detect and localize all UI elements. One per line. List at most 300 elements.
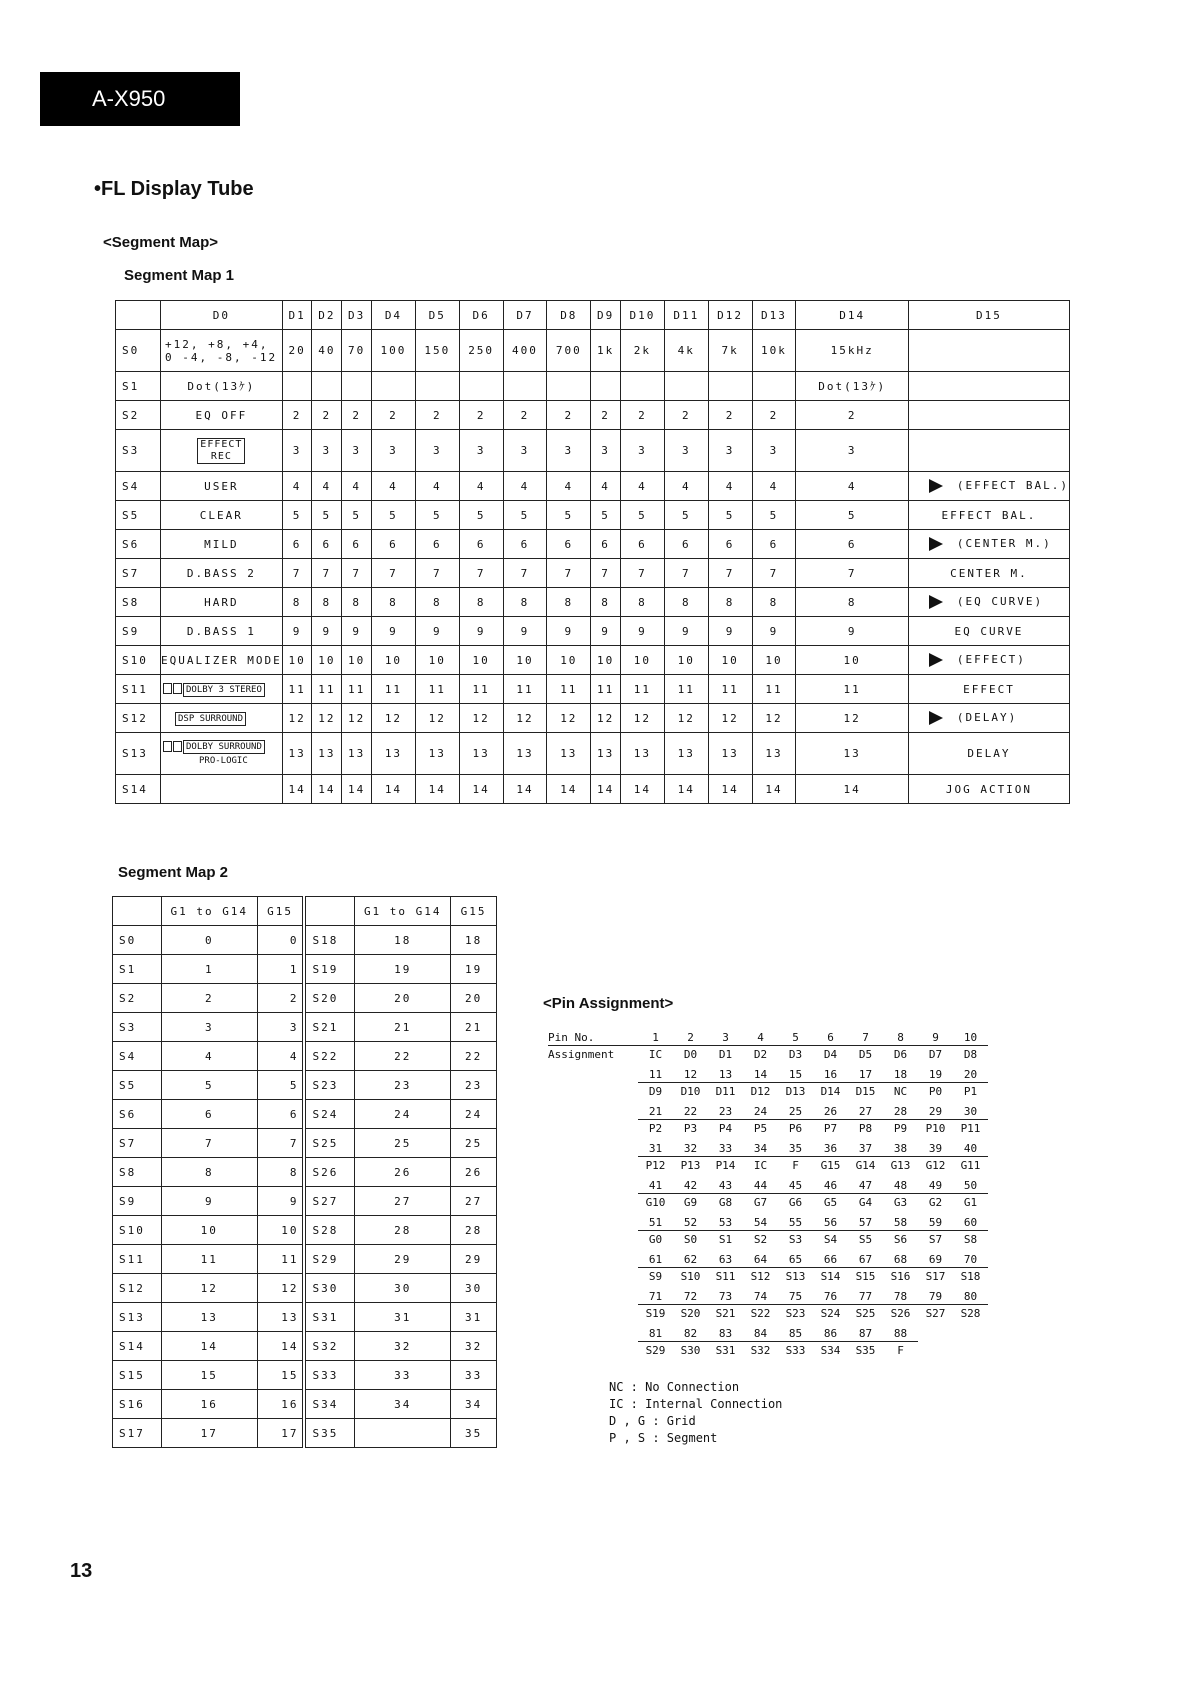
table-cell: 34 xyxy=(355,1390,451,1419)
table-row: S4 USER 4 4 4 4 4 4 4 4 4 4 4 4 4 4 (EFFECT BAL.) xyxy=(116,472,1070,501)
pin-assignment: D14 xyxy=(820,1084,841,1098)
cell: 10k xyxy=(752,330,796,372)
pin-assignment: S28 xyxy=(960,1306,981,1320)
pin-number: 66 xyxy=(813,1251,848,1268)
pin-assignment: D11 xyxy=(715,1084,736,1098)
table-cell: S19 xyxy=(304,955,354,984)
table-cell: S5 xyxy=(113,1071,162,1100)
table-cell: 16 xyxy=(161,1390,257,1419)
segment-map2-title: Segment Map 2 xyxy=(118,864,229,881)
cell: 150 xyxy=(415,330,459,372)
triangle-icon xyxy=(929,595,943,609)
header-cell: D13 xyxy=(752,301,796,330)
header-cell: D7 xyxy=(503,301,547,330)
cell: EQUALIZER MODE xyxy=(161,646,283,675)
pin-number: 47 xyxy=(848,1177,883,1194)
table-cell: S8 xyxy=(113,1158,162,1187)
pin-number: 72 xyxy=(673,1288,708,1305)
table-cell: 23 xyxy=(451,1071,497,1100)
table-cell: 11 xyxy=(161,1245,257,1274)
pin-assignment: D4 xyxy=(823,1047,838,1061)
pin-number: 25 xyxy=(778,1103,813,1120)
pin-assignment: G13 xyxy=(890,1158,911,1172)
pin-assignment: IC xyxy=(753,1158,768,1172)
table-cell: 31 xyxy=(355,1303,451,1332)
table-cell: S15 xyxy=(113,1361,162,1390)
pin-assignment: P13 xyxy=(680,1158,701,1172)
pin-assignment: G10 xyxy=(645,1195,666,1209)
pin-assignment: D9 xyxy=(648,1084,663,1098)
table-row: S10 EQUALIZER MODE 10 10 10 10 10 10 10 10 10 10 10 10 10 10 (EFFECT) xyxy=(116,646,1070,675)
row-label: S4 xyxy=(116,472,161,501)
table-cell: 14 xyxy=(161,1332,257,1361)
table-row xyxy=(113,1100,497,1129)
pin-number: 63 xyxy=(708,1251,743,1268)
pin-assignment: S7 xyxy=(928,1232,943,1246)
pin-assignment: D15 xyxy=(855,1084,876,1098)
pin-assignment: G3 xyxy=(893,1195,908,1209)
table-cell: 0 xyxy=(161,926,257,955)
pin-assignment: D5 xyxy=(858,1047,873,1061)
table-cell: 10 xyxy=(257,1216,304,1245)
table-cell: S18 xyxy=(304,926,354,955)
legend-item: P , S : Segment xyxy=(609,1431,718,1445)
pin-number: 43 xyxy=(708,1177,743,1194)
pin-assignment: G0 xyxy=(648,1232,663,1246)
table-cell: 26 xyxy=(451,1158,497,1187)
table-row xyxy=(113,1303,497,1332)
pin-assignment: S29 xyxy=(645,1343,666,1357)
table-cell: S11 xyxy=(113,1245,162,1274)
row-label: S3 xyxy=(116,430,161,472)
table-cell: 18 xyxy=(451,926,497,955)
table-cell: S31 xyxy=(304,1303,354,1332)
table-cell: 15 xyxy=(257,1361,304,1390)
pin-assignment: P9 xyxy=(893,1121,908,1135)
pin-number: 20 xyxy=(953,1066,988,1083)
pin-assignment: S3 xyxy=(788,1232,803,1246)
pin-number: 27 xyxy=(848,1103,883,1120)
header-row xyxy=(116,301,1070,330)
pin-assignment: S20 xyxy=(680,1306,701,1320)
pin-assignment: S16 xyxy=(890,1269,911,1283)
table-cell: 34 xyxy=(451,1390,497,1419)
row-label: S13 xyxy=(116,733,161,775)
pin-assignment: S8 xyxy=(963,1232,978,1246)
table-cell: 28 xyxy=(355,1216,451,1245)
pin-assignment: P2 xyxy=(648,1121,663,1135)
header-cell xyxy=(116,301,161,330)
pin-assignment: D6 xyxy=(893,1047,908,1061)
row-label: S8 xyxy=(116,588,161,617)
pin-assignment: D1 xyxy=(718,1047,733,1061)
table-cell: 31 xyxy=(451,1303,497,1332)
pin-assignment: G6 xyxy=(788,1195,803,1209)
table-cell: S0 xyxy=(113,926,162,955)
table-cell: S29 xyxy=(304,1245,354,1274)
table-row: S9 D.BASS 1 9 9 9 9 9 9 9 9 9 9 9 9 9 9 EQ CURVE xyxy=(116,617,1070,646)
table-cell: 33 xyxy=(451,1361,497,1390)
pin-assignment: G12 xyxy=(925,1158,946,1172)
pin-assignment: D0 xyxy=(683,1047,698,1061)
table-cell: 32 xyxy=(451,1332,497,1361)
segment-map1-table xyxy=(115,300,1070,804)
pin-number: 15 xyxy=(778,1066,813,1083)
table-row xyxy=(113,1042,497,1071)
pin-assignment: P10 xyxy=(925,1121,946,1135)
table-cell: S20 xyxy=(304,984,354,1013)
pin-assignment: S25 xyxy=(855,1306,876,1320)
table-cell: 22 xyxy=(355,1042,451,1071)
cell: 2k xyxy=(621,330,665,372)
pin-assignment: P6 xyxy=(788,1121,803,1135)
pin-number: 7 xyxy=(848,1029,883,1046)
pin-number: 69 xyxy=(918,1251,953,1268)
table-cell: 1 xyxy=(161,955,257,984)
row-label: S1 xyxy=(116,372,161,401)
header-cell: G15 xyxy=(257,897,304,926)
pin-assignment: F xyxy=(792,1158,799,1172)
table-cell: 13 xyxy=(257,1303,304,1332)
pin-number: 12 xyxy=(673,1066,708,1083)
pin-assignment: S30 xyxy=(680,1343,701,1357)
table-cell: 15 xyxy=(161,1361,257,1390)
table-row xyxy=(113,1158,497,1187)
table-cell: 9 xyxy=(161,1187,257,1216)
table-row xyxy=(113,1419,497,1448)
pin-number: 79 xyxy=(918,1288,953,1305)
pin-assignment: S14 xyxy=(820,1269,841,1283)
cell: USER xyxy=(161,472,283,501)
dsp-surround-label: DSP SURROUND xyxy=(175,712,246,726)
table-cell: 6 xyxy=(161,1100,257,1129)
table-row xyxy=(113,1274,497,1303)
table-row: S14 14 14 14 14 14 14 14 14 14 14 14 14 14 14 JOG ACTION xyxy=(116,775,1070,804)
table-cell: 32 xyxy=(355,1332,451,1361)
table-cell: S27 xyxy=(304,1187,354,1216)
table-row xyxy=(113,984,497,1013)
pin-assignment: S22 xyxy=(750,1306,771,1320)
pin-number: 68 xyxy=(883,1251,918,1268)
cell: 20 xyxy=(282,330,312,372)
table-cell: 8 xyxy=(257,1158,304,1187)
legend-item: IC : Internal Connection xyxy=(609,1397,783,1411)
table-cell: S23 xyxy=(304,1071,354,1100)
table-cell: 13 xyxy=(161,1303,257,1332)
table-cell: 35 xyxy=(451,1419,497,1448)
table-row xyxy=(113,1013,497,1042)
pin-assignment: D12 xyxy=(750,1084,771,1098)
table-cell: 29 xyxy=(355,1245,451,1274)
pin-number: 81 xyxy=(638,1325,673,1342)
pin-number: 34 xyxy=(743,1140,778,1157)
pin-assignment: G7 xyxy=(753,1195,768,1209)
cell: MILD xyxy=(161,530,283,559)
effect-rec-label: EFFECT REC xyxy=(161,430,283,472)
pin-number: 3 xyxy=(708,1029,743,1046)
pin-number: 6 xyxy=(813,1029,848,1046)
pin-assignment: P3 xyxy=(683,1121,698,1135)
table-row xyxy=(113,1129,497,1158)
cell: 700 xyxy=(547,330,591,372)
cell: 400 xyxy=(503,330,547,372)
pin-number: 10 xyxy=(953,1029,988,1046)
pin-assignment: P5 xyxy=(753,1121,768,1135)
pin-assignment: S27 xyxy=(925,1306,946,1320)
table-cell: 10 xyxy=(161,1216,257,1245)
row-label: S7 xyxy=(116,559,161,588)
table-cell: S25 xyxy=(304,1129,354,1158)
table-cell: 19 xyxy=(355,955,451,984)
pin-number: 78 xyxy=(883,1288,918,1305)
pin-number: 82 xyxy=(673,1325,708,1342)
pin-assignment: S0 xyxy=(683,1232,698,1246)
pin-assignment: S23 xyxy=(785,1306,806,1320)
triangle-icon xyxy=(929,537,943,551)
header-cell: D11 xyxy=(664,301,708,330)
header-cell: D10 xyxy=(621,301,665,330)
row-label: S11 xyxy=(116,675,161,704)
pin-number: 13 xyxy=(708,1066,743,1083)
pin-assignment: P1 xyxy=(963,1084,978,1098)
table-cell: S17 xyxy=(113,1419,162,1448)
pin-number: 77 xyxy=(848,1288,883,1305)
table-row xyxy=(113,955,497,984)
table-cell: S6 xyxy=(113,1100,162,1129)
pin-number: 28 xyxy=(883,1103,918,1120)
pin-assignment: G11 xyxy=(960,1158,981,1172)
table-cell: 28 xyxy=(451,1216,497,1245)
pin-assignment: S17 xyxy=(925,1269,946,1283)
pin-number: 54 xyxy=(743,1214,778,1231)
pin-assignment: G2 xyxy=(928,1195,943,1209)
table-cell: 17 xyxy=(257,1419,304,1448)
table-row: S8 HARD 8 8 8 8 8 8 8 8 8 8 8 8 8 8 (EQ CURVE) xyxy=(116,588,1070,617)
table-cell: 25 xyxy=(451,1129,497,1158)
pin-number: 46 xyxy=(813,1177,848,1194)
pin-number: 85 xyxy=(778,1325,813,1342)
pin-assignment: D2 xyxy=(753,1047,768,1061)
table-cell: 1 xyxy=(257,955,304,984)
pin-assignment: S24 xyxy=(820,1306,841,1320)
segment-map2-table xyxy=(112,896,497,1448)
table-cell: S9 xyxy=(113,1187,162,1216)
pin-number: 21 xyxy=(638,1103,673,1120)
pin-number: 58 xyxy=(883,1214,918,1231)
header-cell: D9 xyxy=(591,301,621,330)
table-cell: 6 xyxy=(257,1100,304,1129)
table-cell: S24 xyxy=(304,1100,354,1129)
pin-assignment: S9 xyxy=(648,1269,663,1283)
triangle-icon xyxy=(929,653,943,667)
pin-number: 37 xyxy=(848,1140,883,1157)
legend-item: NC : No Connection xyxy=(609,1380,740,1394)
row-label: S9 xyxy=(116,617,161,646)
pin-number: 23 xyxy=(708,1103,743,1120)
pin-assignment: IC xyxy=(648,1047,663,1061)
pin-number: 24 xyxy=(743,1103,778,1120)
pin-number: 1 xyxy=(638,1029,673,1046)
table-cell: 22 xyxy=(451,1042,497,1071)
pin-number: 59 xyxy=(918,1214,953,1231)
pin-assignment: G9 xyxy=(683,1195,698,1209)
pin-number: 62 xyxy=(673,1251,708,1268)
table-row xyxy=(113,1216,497,1245)
table-cell xyxy=(355,1419,451,1448)
table-cell: S3 xyxy=(113,1013,162,1042)
pin-assignment: D7 xyxy=(928,1047,943,1061)
pin-number: 64 xyxy=(743,1251,778,1268)
header-cell: D0 xyxy=(161,301,283,330)
table-cell: 8 xyxy=(161,1158,257,1187)
header-cell: D5 xyxy=(415,301,459,330)
pin-number: 19 xyxy=(918,1066,953,1083)
table-cell: 7 xyxy=(257,1129,304,1158)
pin-number: 50 xyxy=(953,1177,988,1194)
pin-assignment: G5 xyxy=(823,1195,838,1209)
table-row: S3 EFFECT REC 3 3 3 3 3 3 3 3 3 3 3 3 3 3 xyxy=(116,430,1070,472)
pin-assignment: S21 xyxy=(715,1306,736,1320)
cell: 1k xyxy=(591,330,621,372)
header-cell: D1 xyxy=(282,301,312,330)
table-cell: S12 xyxy=(113,1274,162,1303)
pin-assignment: S31 xyxy=(715,1343,736,1357)
level-values: +12, +8, +4, 0 -4, -8, -12 xyxy=(161,330,283,372)
pin-number: 45 xyxy=(778,1177,813,1194)
pin-assignment: P14 xyxy=(715,1158,736,1172)
pin-number: 75 xyxy=(778,1288,813,1305)
table-cell: 0 xyxy=(257,926,304,955)
pin-number: 65 xyxy=(778,1251,813,1268)
pin-assignment: NC xyxy=(893,1084,908,1098)
table-row: S11 DOLBY 3 STEREO 11 11 11 11 11 11 11 11 11 11 11 11 11 11 EFFECT xyxy=(116,675,1070,704)
row-label: S2 xyxy=(116,401,161,430)
table-cell: S14 xyxy=(113,1332,162,1361)
header-cell: G1 to G14 xyxy=(355,897,451,926)
table-cell: S13 xyxy=(113,1303,162,1332)
cell: 4k xyxy=(664,330,708,372)
table-cell: S32 xyxy=(304,1332,354,1361)
pin-number: 40 xyxy=(953,1140,988,1157)
table-cell: S10 xyxy=(113,1216,162,1245)
table-cell: S2 xyxy=(113,984,162,1013)
table-cell: 3 xyxy=(257,1013,304,1042)
table-cell: 18 xyxy=(355,926,451,955)
pin-number: 32 xyxy=(673,1140,708,1157)
pin-number: 70 xyxy=(953,1251,988,1268)
table-cell: S21 xyxy=(304,1013,354,1042)
triangle-icon xyxy=(929,711,943,725)
pin-assignment: S35 xyxy=(855,1343,876,1357)
pin-number: 22 xyxy=(673,1103,708,1120)
table-cell: S28 xyxy=(304,1216,354,1245)
pin-number: 8 xyxy=(883,1029,918,1046)
pin-assignment: P12 xyxy=(645,1158,666,1172)
cell: 100 xyxy=(372,330,416,372)
pin-number: 49 xyxy=(918,1177,953,1194)
page-number: 13 xyxy=(70,1560,93,1582)
table-cell: 29 xyxy=(451,1245,497,1274)
cell: CLEAR xyxy=(161,501,283,530)
cell: D.BASS 2 xyxy=(161,559,283,588)
pin-assignment: S4 xyxy=(823,1232,838,1246)
pin-number: 48 xyxy=(883,1177,918,1194)
table-row xyxy=(113,926,497,955)
cell: D.BASS 1 xyxy=(161,617,283,646)
pin-number: 67 xyxy=(848,1251,883,1268)
pin-assignment: S32 xyxy=(750,1343,771,1357)
pin-number: 44 xyxy=(743,1177,778,1194)
table-cell: 3 xyxy=(161,1013,257,1042)
header-cell: D8 xyxy=(547,301,591,330)
pin-assignment: G8 xyxy=(718,1195,733,1209)
pin-assignment: S33 xyxy=(785,1343,806,1357)
pin-assignment: G15 xyxy=(820,1158,841,1172)
table-cell: S30 xyxy=(304,1274,354,1303)
table-cell: 26 xyxy=(355,1158,451,1187)
row-label: S14 xyxy=(116,775,161,804)
table-cell: 27 xyxy=(451,1187,497,1216)
cell: HARD xyxy=(161,588,283,617)
pin-assignment: P8 xyxy=(858,1121,873,1135)
pin-number: 41 xyxy=(638,1177,673,1194)
table-cell: S4 xyxy=(113,1042,162,1071)
pin-assignment: P0 xyxy=(928,1084,943,1098)
header-cell: D12 xyxy=(708,301,752,330)
header-cell: G15 xyxy=(451,897,497,926)
header-row xyxy=(113,897,497,926)
pin-number: 4 xyxy=(743,1029,778,1046)
table-cell: 9 xyxy=(257,1187,304,1216)
pin-number: 5 xyxy=(778,1029,813,1046)
pin-number: 87 xyxy=(848,1325,883,1342)
pin-number: 56 xyxy=(813,1214,848,1231)
pin-number: 53 xyxy=(708,1214,743,1231)
table-cell: S33 xyxy=(304,1361,354,1390)
table-row: S13 DOLBY SURROUND PRO-LOGIC 13 13 13 13 13 13 13 13 13 13 13 13 13 13 DELAY xyxy=(116,733,1070,775)
pin-number: 39 xyxy=(918,1140,953,1157)
pin-assignment: G1 xyxy=(963,1195,978,1209)
dolby-surround-label: DOLBY SURROUND xyxy=(183,740,265,754)
table-cell: 11 xyxy=(257,1245,304,1274)
pin-assignment: P4 xyxy=(718,1121,733,1135)
row-label: S12 xyxy=(116,704,161,733)
pin-assignment: D13 xyxy=(785,1084,806,1098)
header-cell: D2 xyxy=(312,301,342,330)
cell: 40 xyxy=(312,330,342,372)
table-cell: S34 xyxy=(304,1390,354,1419)
pin-number: 57 xyxy=(848,1214,883,1231)
table-row xyxy=(113,1071,497,1100)
table-cell: S26 xyxy=(304,1158,354,1187)
table-cell: 30 xyxy=(451,1274,497,1303)
pin-assignment-title: <Pin Assignment> xyxy=(543,995,674,1012)
legend-item: D , G : Grid xyxy=(609,1414,696,1428)
cell: EQ OFF xyxy=(161,401,283,430)
pin-number: 16 xyxy=(813,1066,848,1083)
row-label: S6 xyxy=(116,530,161,559)
pin-assignment: S1 xyxy=(718,1232,733,1246)
table-cell: 24 xyxy=(355,1100,451,1129)
pin-number: 29 xyxy=(918,1103,953,1120)
pin-number: 80 xyxy=(953,1288,988,1305)
pin-assignment: S5 xyxy=(858,1232,873,1246)
pin-number: 88 xyxy=(883,1325,918,1342)
pin-number: 18 xyxy=(883,1066,918,1083)
cell: Dot(13ｹ) xyxy=(796,372,909,401)
header-cell: D15 xyxy=(908,301,1069,330)
table-row: S12 DSP SURROUND 12 12 12 12 12 12 12 12 12 12 12 12 12 12 (DELAY) xyxy=(116,704,1070,733)
